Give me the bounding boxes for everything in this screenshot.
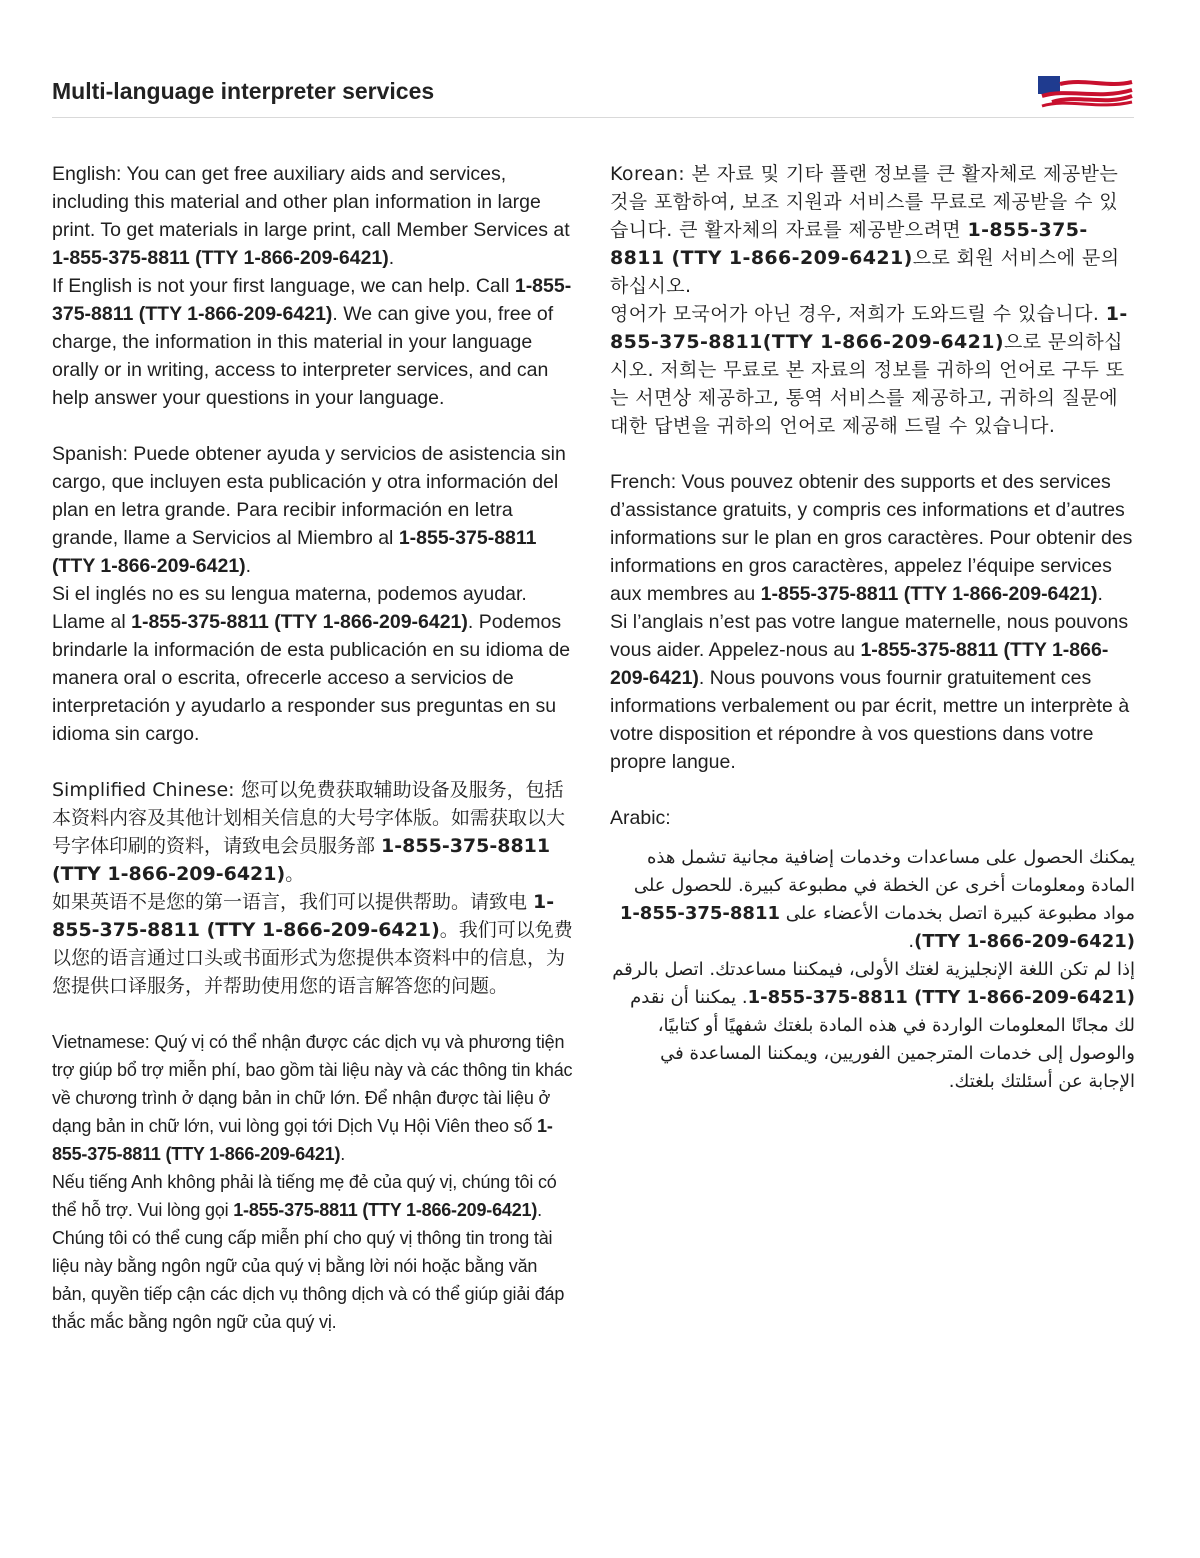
phone-number: 1-855-375-8811 (TTY 1-866-209-6421) <box>52 1116 553 1164</box>
french-paragraph-2: Si l’anglais n’est pas votre langue maternelle, nous pouvons vous aider. Appelez-nous au 1-855-375-8811 (TTY 1-866-209-6421). Nous pouvons vous fournir gratuitement ces informations verbalement ou par écrit, mettre un interprète à votre disposition et répondre à vos questions dans votre propre langue. <box>610 611 1130 773</box>
arabic-paragraph-1: يمكنك الحصول على مساعدات وخدمات إضافية مجانية تشمل هذه المادة ومعلومات أخرى عن الخطة في مطبوعة كبيرة. للحصول على مواد مطبوعة كبيرة اتصل بخدمات الأعضاء على 1-855-375-8811 (TTY 1-866-209-6421). <box>619 847 1135 952</box>
phone-number: 1-855-375-8811 (TTY 1-866-209-6421) <box>610 639 1109 689</box>
french-section <box>610 468 1135 776</box>
american-flag-logo-icon <box>1038 74 1134 110</box>
english-paragraph-1: English: You can get free auxiliary aids and services, including this material and other plan information in large print. To get materials in large print, call Member Services at 1-855-375-8811 (TTY 1-866-209-6421). <box>52 163 570 269</box>
arabic-paragraph-2: إذا لم تكن اللغة الإنجليزية لغتك الأولى، فيمكننا مساعدتك. اتصل بالرقم 1-855-375-8811 (TTY 1-866-209-6421). يمكننا أن نقدم لك مجانًا المعلومات الواردة في هذه المادة بلغتك شفهيًا أو كتابيًا، والوصول إلى خدمات المترجمين الفوريين، ويمكننا المساعدة في الإجابة عن أسئلتك بلغتك. <box>612 959 1135 1092</box>
phone-number: 1-855-375-8811 (TTY 1-866-209-6421) <box>52 891 555 941</box>
korean-paragraph-1: Korean: 본 자료 및 기타 플랜 정보를 큰 활자체로 제공받는 것을 포함하여, 보조 지원과 서비스를 무료로 제공받을 수 있습니다. 큰 활자체의 자료를 제공받으려면 1-855-375-8811 (TTY 1-866-209-6421)으로 회원 서비스에 문의하십시오. <box>610 163 1120 297</box>
right-column <box>610 160 1135 1124</box>
language-label: French: <box>610 471 677 493</box>
phone-number: 1-855-375-8811 (TTY 1-866-209-6421) <box>52 275 572 325</box>
phone-number: 1-855-375-8811(TTY 1-866-209-6421) <box>610 303 1128 353</box>
vietnamese-paragraph-2: Nếu tiếng Anh không phải là tiếng mẹ đẻ của quý vị, chúng tôi có thể hỗ trợ. Vui lòng gọi 1-855-375-8811 (TTY 1-866-209-6421). Chúng tôi có thể cung cấp miễn phí cho quý vị thông tin trong tài liệu này bằng ngôn ngữ của quý vị bằng lời nói hoặc bằng văn bản, quyền tiếp cận các dịch vụ thông dịch và có thể giúp giải đáp thắc mắc bằng ngôn ngữ của quý vị. <box>52 1172 565 1332</box>
language-label: Spanish: <box>52 443 128 465</box>
chinese-paragraph-2: 如果英语不是您的第一语言，我们可以提供帮助。请致电 1-855-375-8811 (TTY 1-866-209-6421)。我们可以免费以您的语言通过口头或书面形式为您提供本资料中的信息，为您提供口译服务，并帮助使用您的语言解答您的问题。 <box>52 891 573 997</box>
phone-number: 1-855-375-8811 (TTY 1-866-209-6421) <box>233 1200 538 1220</box>
phone-number: 1-855-375-8811 (TTY 1-866-209-6421) <box>747 987 1135 1008</box>
phone-number: 1-855-375-8811 (TTY 1-866-209-6421) <box>610 219 1088 269</box>
chinese-paragraph-1: Simplified Chinese: 您可以免费获取辅助设备及服务，包括本资料内容及其他计划相关信息的大号字体版。如需获取以大号字体印刷的资料，请致电会员服务部 1-855-375-8811 (TTY 1-866-209-6421)。 <box>52 779 566 885</box>
spanish-paragraph-2: Si el inglés no es su lengua materna, podemos ayudar. Llame al 1-855-375-8811 (TTY 1-866-209-6421). Podemos brindarle la información de esta publicación en su idioma de manera oral o escrita, ofrecerle acceso a servicios de interpretación y ayudarlo a responder sus preguntas en su idioma sin cargo. <box>52 583 571 745</box>
left-column <box>52 160 574 1364</box>
french-paragraph-1: French: Vous pouvez obtenir des supports et des services d’assistance gratuits, y compris ces informations et d’autres informations sur le plan en gros caractères. Pour obtenir des informations en gros caractères, appelez l’équipe services aux membres au 1-855-375-8811 (TTY 1-866-209-6421). <box>610 471 1133 605</box>
korean-section <box>610 160 1135 440</box>
language-label: English: <box>52 163 122 185</box>
phone-number: 1-855-375-8811 (TTY 1-866-209-6421) <box>52 247 389 269</box>
language-label: Simplified Chinese: <box>52 779 235 801</box>
arabic-section <box>610 804 1135 1096</box>
language-label: Korean: <box>610 163 686 185</box>
korean-paragraph-2: 영어가 모국어가 아닌 경우, 저희가 도와드릴 수 있습니다. 1-855-375-8811(TTY 1-866-209-6421)으로 문의하십시오. 저희는 무료로 본 자료의 정보를 귀하의 언어로 구두 또는 서면상 제공하고, 통역 서비스를 제공하고, 귀하의 질문에 대한 답변을 귀하의 언어로 제공해 드릴 수 있습니다. <box>610 303 1128 437</box>
phone-number: 1-855-375-8811 (TTY 1-866-209-6421) <box>131 611 468 633</box>
chinese-section <box>52 776 574 1000</box>
vietnamese-paragraph-1: Vietnamese: Quý vị có thể nhận được các dịch vụ và phương tiện trợ giúp bổ trợ miễn phí, bao gồm tài liệu này và các thông tin khác về chương trình ở dạng bản in chữ lớn. Để nhận được tài liệu ở dạng bản in chữ lớn, vui lòng gọi tới Dịch Vụ Hội Viên theo số 1-855-375-8811 (TTY 1-866-209-6421). <box>52 1032 573 1164</box>
spanish-paragraph-1: Spanish: Puede obtener ayuda y servicios de asistencia sin cargo, que incluyen esta publicación y otra información del plan en letra grande. Para recibir información en letra grande, llame a Servicios al Miembro al 1-855-375-8811 (TTY 1-866-209-6421). <box>52 443 566 577</box>
phone-number: 1-855-375-8811 (TTY 1-866-209-6421) <box>52 527 537 577</box>
language-label: Arabic: <box>610 807 671 829</box>
language-label: Vietnamese: <box>52 1032 150 1052</box>
vietnamese-section <box>52 1028 574 1336</box>
page-title: Multi-language interpreter services <box>52 78 435 104</box>
page-header <box>52 72 1134 118</box>
arabic-body <box>610 844 1135 1096</box>
phone-number: 1-855-375-8811 (TTY 1-866-209-6421) <box>619 903 1135 952</box>
english-paragraph-2: If English is not your first language, we can help. Call 1-855-375-8811 (TTY 1-866-209-6421). We can give you, free of charge, the information in this material in your language orally or in writing, access to interpreter services, and can help answer your questions in your language. <box>52 275 572 409</box>
phone-number: 1-855-375-8811 (TTY 1-866-209-6421) <box>52 835 551 885</box>
english-section <box>52 160 574 412</box>
phone-number: 1-855-375-8811 (TTY 1-866-209-6421) <box>760 583 1098 605</box>
spanish-section <box>52 440 574 748</box>
